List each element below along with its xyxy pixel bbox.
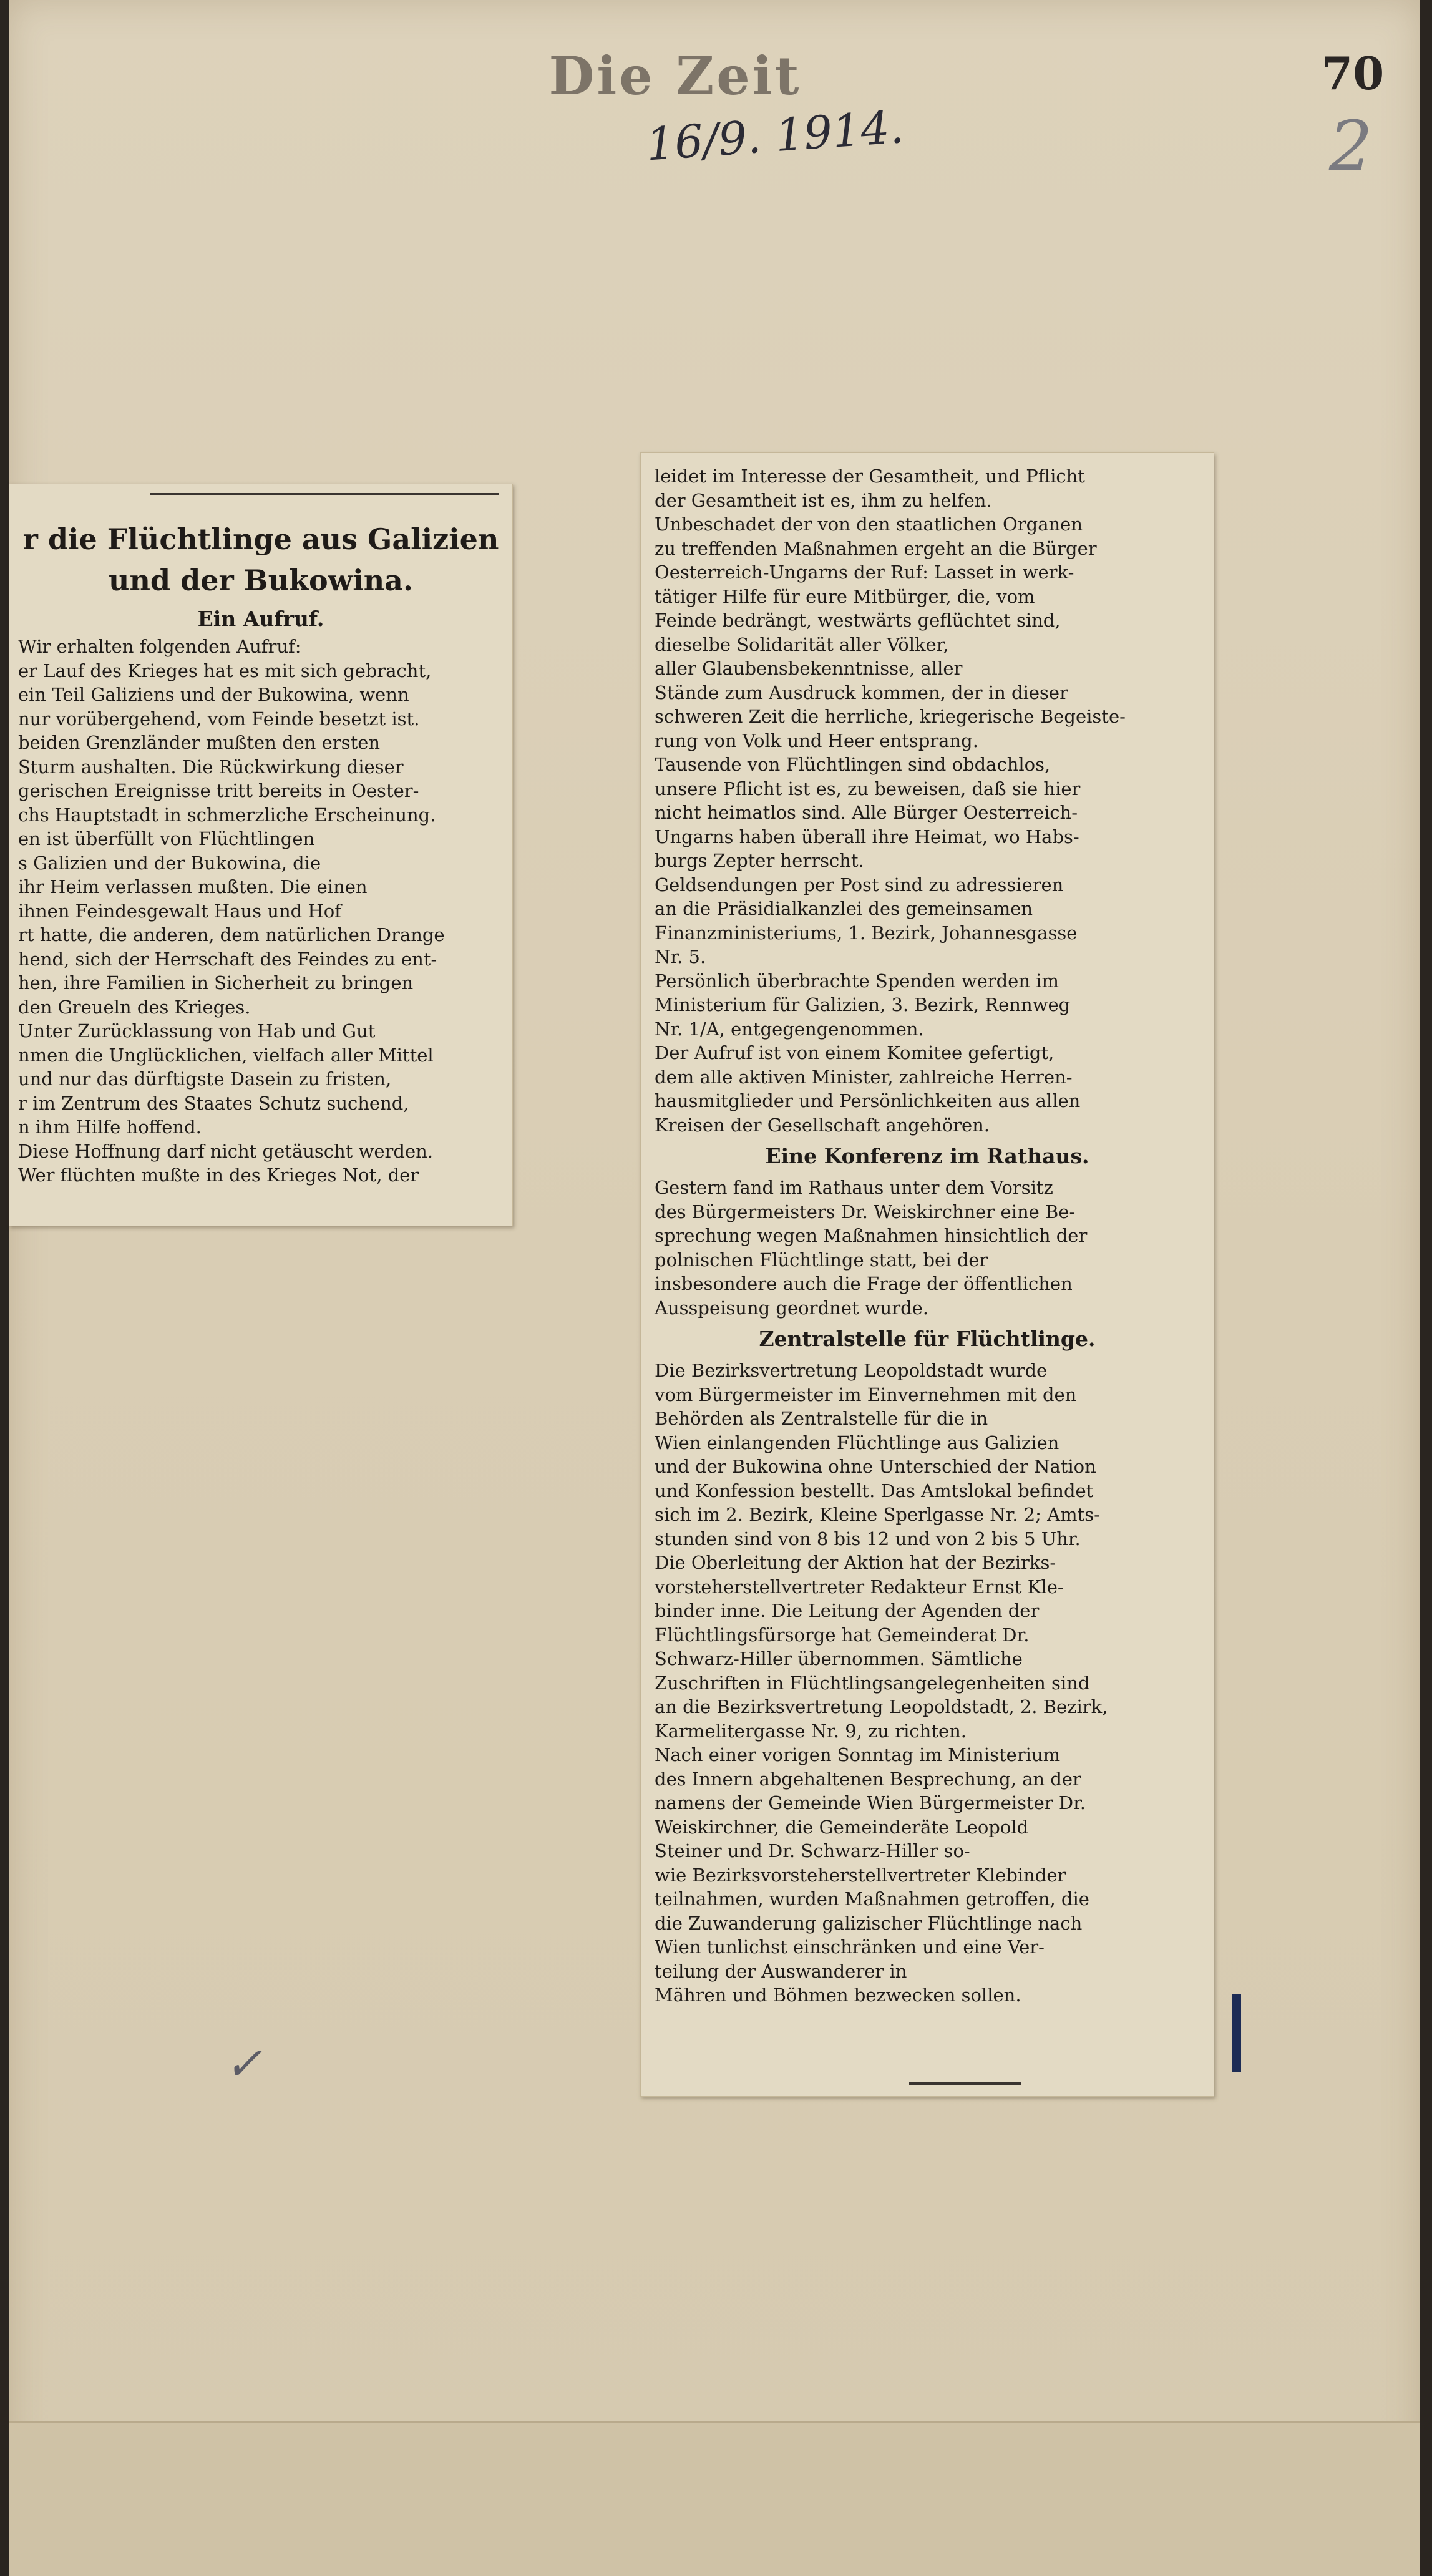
paragraph: Die Bezirksvertretung Leopoldstadt wurde vom Bürgermeister im Einvernehmen mit den Behörden als Zentralstelle für die in Wien einlangenden Flüchtlinge aus Galizien und der Bukowina ohne Unterschied der Nation und Konfession bestellt. Das Amtslokal befindet sich im 2. Bezirk, Kleine Sperlgasse Nr. 2; Amts- stunden sind von 8 bis 12 und von 2 bis 5 Uhr. Die Oberleitung der Aktion hat der Bezirks- vorsteherstellvertreter Redakteur Ernst Kle- binder inne. Die Leitung der Agenden der Flüchtlingsfürsorge hat Gemeinderat Dr. Schwarz-Hiller übernommen. Sämtliche Zuschriften in Flüchtlingsangelegenheiten sind an die Bezirksvertretung Leopoldstadt, 2. Bezirk, Karmelitergasse Nr. 9, zu richten. <box>655 1360 1108 1742</box>
paragraph: Unbeschadet der von den staatlichen Organen zu treffenden Maßnahmen ergeht an die Bürger Oesterreich-Ungarns der Ruf: Lasset in werk- tätiger Hilfe für eure Mitbürger, die, vom Feinde bedrängt, westwärts geflüchtet sind, dieselbe Solidarität aller Völker, aller Glaubensbekenntnisse, aller Stände zum Ausdruck kommen, der in dieser schweren Zeit die herrliche, kriegerische Begeiste- rung von Volk und Heer entsprang. <box>655 514 1126 751</box>
section-head: Eine Konferenz im Rathaus. <box>765 1144 1089 1168</box>
paragraph: Tausende von Flüchtlingen sind obdachlos, unsere Pflicht ist es, zu beweisen, daß sie hier nicht heimatlos sind. Alle Bürger Oesterreich- Ungarns haben überall ihre Heimat, wo Habs- burgs Zepter herrscht. <box>655 754 1081 871</box>
clipping-bottom-rule <box>909 2082 1021 2085</box>
paragraph: Der Aufruf ist von einem Komitee gefertigt, dem alle aktiven Minister, zahlreiche Herren- hausmitglieder und Persönlichkeiten aus allen Kreisen der Gesellschaft angehören. <box>655 1042 1081 1136</box>
paragraph: Wir erhalten folgenden Aufruf: er Lauf des Krieges hat es mit sich gebracht, ein Teil Galiziens und der Bukowina, wenn nur vorübergehend, vom Feinde besetzt ist. beiden Grenzländer mußten den ersten Sturm aushalten. Die Rückwirkung dieser gerischen Ereignisse tritt bereits in Oester- chs Hauptstadt in schmerzliche Erscheinung. en ist überfüllt von Flüchtlingen s Galizien und der Bukowina, die ihr Heim verlassen mußten. Die einen ihnen Feindesgewalt Haus und Hof rt hatte, die anderen, dem natürlichen Drange hend, sich der Herrschaft des Feindes zu ent- hen, ihre Familien in Sicherheit zu bringen den Greueln des Krieges. <box>18 636 445 1018</box>
sheet-bottom-fold <box>9 2421 1420 2576</box>
pencil-check-mark: ✓ <box>225 2037 263 2090</box>
right-clipping <box>640 452 1214 2097</box>
headline-line-1: r die Flüchtlinge aus Galizien <box>22 522 499 556</box>
handwritten-date: 16/9. 1914. <box>644 100 906 171</box>
pencil-number: 2 <box>1329 106 1373 186</box>
clipping-top-rule <box>150 493 499 495</box>
section-head: Zentralstelle für Flüchtlinge. <box>759 1327 1096 1351</box>
paragraph: Nach einer vorigen Sonntag im Ministerium des Innern abgehaltenen Besprechung, an der namens der Gemeinde Wien Bürgermeister Dr. Weiskirchner, die Gemeinderäte Leopold Steiner und Dr. Schwarz-Hiller so- wie Bezirksvorsteherstellvertreter Klebinder teilnahmen, wurden Maßnahmen getroffen, die die Zuwanderung galizischer Flüchtlinge nach Wien tunlichst einschränken und eine Ver- teilung der Auswanderer in Mähren und Böhmen bezwecken sollen. <box>655 1744 1089 2006</box>
blue-margin-mark <box>1232 1994 1241 2072</box>
paragraph: Geldsendungen per Post sind zu adressieren an die Präsidialkanzlei des gemeinsamen Finanzministeriums, 1. Bezirk, Johannesgasse Nr. 5. <box>655 874 1078 967</box>
newspaper-stamp: Die Zeit <box>548 45 802 107</box>
paragraph: leidet im Interesse der Gesamtheit, und Pflicht der Gesamtheit ist es, ihm zu helfen. <box>655 466 1085 511</box>
page-number: 70 <box>1322 47 1385 100</box>
paragraph: Diese Hoffnung darf nicht getäuscht werden. Wer flüchten mußte in des Krieges Not, der <box>18 1140 434 1186</box>
paragraph: Unter Zurücklassung von Hab und Gut nmen die Unglücklichen, vielfach aller Mittel und nur das dürftigste Dasein zu fristen, r im Zentrum des Staates Schutz suchend, n ihm Hilfe hoffend. <box>18 1020 434 1138</box>
headline-line-2: und der Bukowina. <box>109 564 413 597</box>
paragraph: Gestern fand im Rathaus unter dem Vorsitz des Bürgermeisters Dr. Weiskirchner eine Be- sprechung wegen Maßnahmen hinsichtlich der polnischen Flüchtlinge statt, bei der insbesondere auch die Frage der öffentlichen Ausspeisung geordnet wurde. <box>655 1177 1088 1319</box>
left-clipping <box>9 484 513 1226</box>
paragraph: Persönlich überbrachte Spenden werden im Ministerium für Galizien, 3. Bezirk, Rennweg Nr. 1/A, entgegengenommen. <box>655 970 1071 1040</box>
subhead: Ein Aufruf. <box>197 607 324 631</box>
